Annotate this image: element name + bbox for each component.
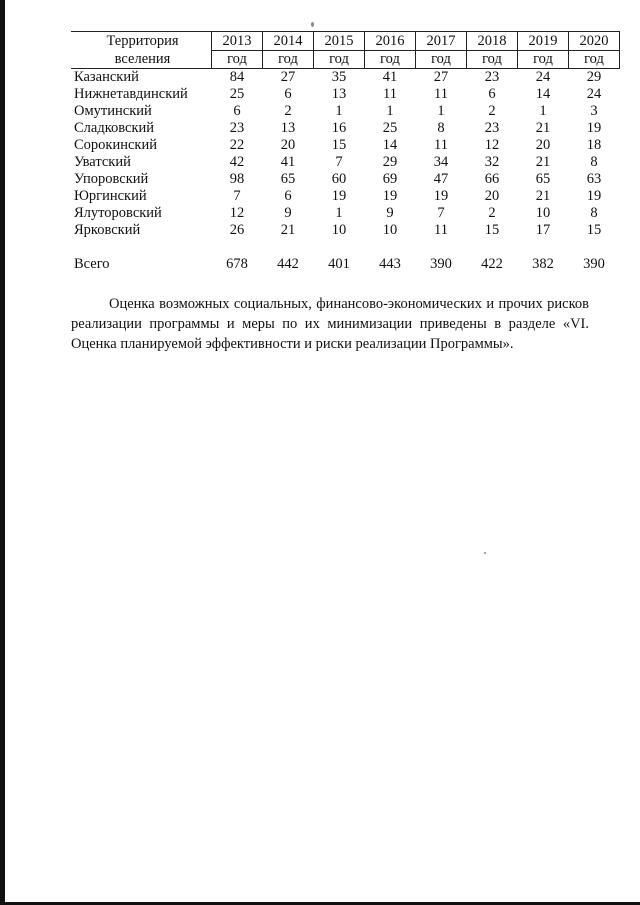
cell-value: 25 xyxy=(229,86,245,102)
cell-value: 1 xyxy=(386,103,394,119)
cell-value: 27 xyxy=(433,69,449,85)
cell-value: 41 xyxy=(382,69,398,85)
cell-value: 13 xyxy=(331,86,347,102)
header-territory-line1: Территория xyxy=(106,33,179,49)
cell-value: 20 xyxy=(535,137,551,153)
cell-value: 21 xyxy=(535,154,551,170)
cell-value: 6 xyxy=(488,86,496,102)
cell-value: 8 xyxy=(590,205,598,221)
row-territory: Ярковский xyxy=(74,222,141,238)
cell-value: 20 xyxy=(484,188,500,204)
cell-value: 7 xyxy=(335,154,343,170)
header-year: 2013 год xyxy=(212,32,263,69)
table-row xyxy=(71,222,620,239)
cell-value: 7 xyxy=(233,188,241,204)
cell-value: 19 xyxy=(586,120,602,136)
cell-value: 14 xyxy=(382,137,398,153)
cell-value: 13 xyxy=(280,120,296,136)
cell-value: 29 xyxy=(586,69,602,85)
header-territory-line2: вселения xyxy=(114,51,171,67)
cell-value: 24 xyxy=(535,69,551,85)
row-territory: Нижнетавдинский xyxy=(74,86,188,102)
cell-value: 10 xyxy=(382,222,398,238)
row-territory: Омутинский xyxy=(74,103,152,119)
cell-value: 17 xyxy=(535,222,551,238)
scan-speck xyxy=(484,552,486,554)
cell-value: 6 xyxy=(233,103,241,119)
table-row xyxy=(71,120,620,137)
cell-value: 69 xyxy=(382,171,398,187)
cell-value: 21 xyxy=(535,188,551,204)
total-label: Всего xyxy=(74,256,110,272)
table-spacer-row xyxy=(71,239,620,256)
cell-value: 11 xyxy=(434,137,448,153)
cell-value: 66 xyxy=(484,171,500,187)
cell-value: 34 xyxy=(433,154,449,170)
row-territory: Сладковский xyxy=(74,120,155,136)
cell-value: 19 xyxy=(433,188,449,204)
cell-value: 19 xyxy=(586,188,602,204)
header-year: 2017 год xyxy=(416,32,467,69)
cell-value: 21 xyxy=(280,222,296,238)
cell-value: 21 xyxy=(535,120,551,136)
cell-value: 8 xyxy=(590,154,598,170)
total-value: 401 xyxy=(328,256,350,272)
cell-value: 1 xyxy=(437,103,445,119)
table-total-row xyxy=(71,256,620,273)
cell-value: 15 xyxy=(586,222,602,238)
total-value: 443 xyxy=(379,256,401,272)
total-value: 382 xyxy=(532,256,554,272)
table-row xyxy=(71,86,620,103)
cell-value: 65 xyxy=(535,171,551,187)
cell-value: 23 xyxy=(484,69,500,85)
row-territory: Казанский xyxy=(74,69,139,85)
cell-value: 7 xyxy=(437,205,445,221)
cell-value: 1 xyxy=(335,205,343,221)
cell-value: 41 xyxy=(280,154,296,170)
cell-value: 10 xyxy=(535,205,551,221)
table-row xyxy=(71,171,620,188)
total-value: 678 xyxy=(226,256,248,272)
cell-value: 9 xyxy=(386,205,394,221)
cell-value: 15 xyxy=(484,222,500,238)
cell-value: 15 xyxy=(331,137,347,153)
cell-value: 98 xyxy=(229,171,245,187)
cell-value: 12 xyxy=(229,205,245,221)
cell-value: 10 xyxy=(331,222,347,238)
header-year: 2015 год xyxy=(314,32,365,69)
cell-value: 3 xyxy=(590,103,598,119)
cell-value: 19 xyxy=(331,188,347,204)
header-territory xyxy=(71,32,212,69)
scan-speck xyxy=(311,22,314,27)
table-body xyxy=(71,69,620,274)
cell-value: 8 xyxy=(437,120,445,136)
cell-value: 2 xyxy=(284,103,292,119)
risk-paragraph: Оценка возможных социальных, финансово-экономических и прочих рисков реализации программы и меры по их минимизации приведены в разделе «VI. Оценка планируемой эффективности и риски реализации Программы». xyxy=(71,296,589,352)
cell-value: 6 xyxy=(284,86,292,102)
total-value: 422 xyxy=(481,256,503,272)
cell-value: 32 xyxy=(484,154,500,170)
cell-value: 2 xyxy=(488,205,496,221)
cell-value: 22 xyxy=(229,137,245,153)
table-row xyxy=(71,137,620,154)
cell-value: 19 xyxy=(382,188,398,204)
table-row xyxy=(71,205,620,222)
cell-value: 84 xyxy=(229,69,245,85)
cell-value: 35 xyxy=(331,69,347,85)
cell-value: 11 xyxy=(434,86,448,102)
cell-value: 27 xyxy=(280,69,296,85)
cell-value: 25 xyxy=(382,120,398,136)
cell-value: 29 xyxy=(382,154,398,170)
cell-value: 1 xyxy=(335,103,343,119)
cell-value: 24 xyxy=(586,86,602,102)
cell-value: 42 xyxy=(229,154,245,170)
table-row xyxy=(71,103,620,120)
row-territory: Упоровский xyxy=(74,171,149,187)
row-territory: Уватский xyxy=(74,154,131,170)
cell-value: 16 xyxy=(331,120,347,136)
cell-value: 20 xyxy=(280,137,296,153)
cell-value: 9 xyxy=(284,205,292,221)
table-row xyxy=(71,69,620,87)
cell-value: 65 xyxy=(280,171,296,187)
table-row xyxy=(71,154,620,171)
population-table xyxy=(71,31,620,273)
cell-value: 60 xyxy=(331,171,347,187)
cell-value: 14 xyxy=(535,86,551,102)
cell-value: 26 xyxy=(229,222,245,238)
header-year: 2019 год xyxy=(518,32,569,69)
scan-edge-left xyxy=(0,0,5,905)
cell-value: 23 xyxy=(484,120,500,136)
total-value: 390 xyxy=(430,256,452,272)
header-year: 2014 год xyxy=(263,32,314,69)
row-territory: Ялуторовский xyxy=(74,205,162,221)
cell-value: 18 xyxy=(586,137,602,153)
cell-value: 11 xyxy=(434,222,448,238)
table-row xyxy=(71,188,620,205)
header-year: 2020 год xyxy=(569,32,620,69)
header-year: 2016 год xyxy=(365,32,416,69)
cell-value: 63 xyxy=(586,171,602,187)
cell-value: 47 xyxy=(433,171,449,187)
cell-value: 1 xyxy=(539,103,547,119)
row-territory: Сорокинский xyxy=(74,137,157,153)
total-value: 390 xyxy=(583,256,605,272)
cell-value: 2 xyxy=(488,103,496,119)
total-value: 442 xyxy=(277,256,299,272)
row-territory: Юргинский xyxy=(74,188,147,204)
cell-value: 12 xyxy=(484,137,500,153)
header-year: 2018 год xyxy=(467,32,518,69)
table-header xyxy=(71,32,620,69)
cell-value: 11 xyxy=(383,86,397,102)
cell-value: 6 xyxy=(284,188,292,204)
cell-value: 23 xyxy=(229,120,245,136)
